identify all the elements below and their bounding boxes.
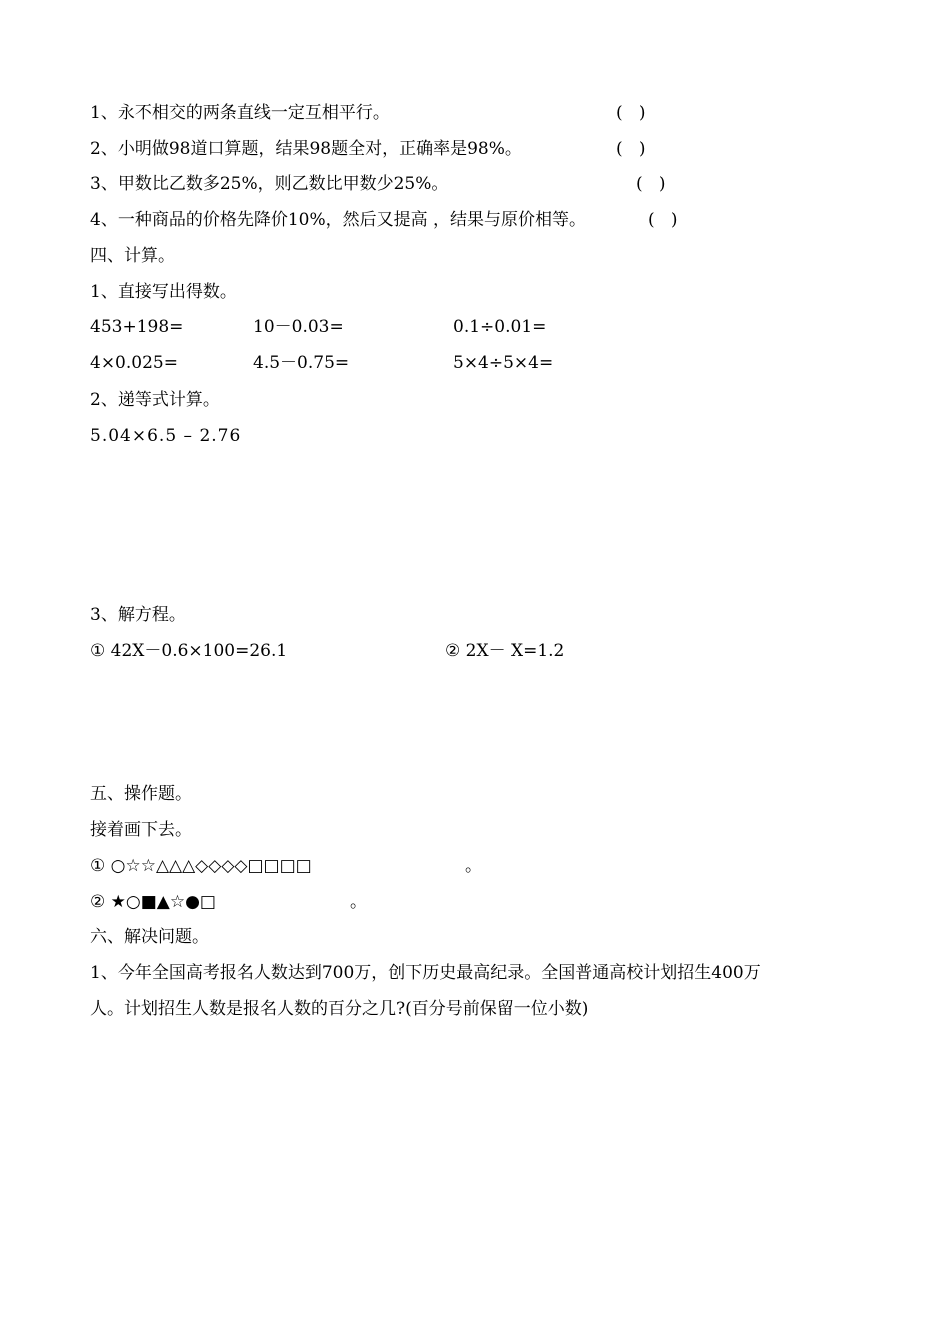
calc-item-3: 0.1÷0.01= xyxy=(453,317,547,337)
equation-2: ② 2X－ X=1.2 xyxy=(445,641,565,661)
answer-bracket-3[interactable]: ( ) xyxy=(636,174,666,194)
calc-item-2: 10－0.03= xyxy=(253,317,344,337)
calc-item-6: 5×4÷5×4= xyxy=(453,353,554,373)
equation-1: ① 42X－0.6×100=26.1 xyxy=(90,641,288,661)
judgement-item-2: 2、小明做98道口算题，结果98题全对，正确率是98%。 xyxy=(90,139,522,159)
calc-item-5: 4.5－0.75= xyxy=(253,353,350,373)
answer-bracket-2[interactable]: ( ) xyxy=(616,139,646,159)
answer-bracket-1[interactable]: ( ) xyxy=(616,103,646,123)
judgement-item-3: 3、甲数比乙数多25%，则乙数比甲数少25%。 xyxy=(90,174,449,194)
section-5-title: 五、操作题。 xyxy=(90,784,192,804)
answer-bracket-4[interactable]: ( ) xyxy=(648,210,678,230)
problem-1-line-1: 1、今年全国高考报名人数达到700万，创下历史最高纪录。全国普通高校计划招生400万 xyxy=(90,963,761,983)
shape-sequence-2: ② ★○■▲☆●□ xyxy=(90,892,216,912)
calc-item-4: 4×0.025= xyxy=(90,353,178,373)
section-6-title: 六、解决问题。 xyxy=(90,927,209,947)
stepwise-expression: 5.04×6.5 – 2.76 xyxy=(90,426,242,446)
direct-calc-title: 1、直接写出得数。 xyxy=(90,282,237,302)
judgement-item-1: 1、永不相交的两条直线一定互相平行。 xyxy=(90,103,390,123)
shape-sequence-1: ① ○☆☆△△△◇◇◇◇□□□□ xyxy=(90,856,312,876)
section-4-title: 四、计算。 xyxy=(90,246,175,266)
stepwise-calc-title: 2、递等式计算。 xyxy=(90,390,220,410)
judgement-item-4: 4、一种商品的价格先降价10%，然后又提高 ，结果与原价相等。 xyxy=(90,210,587,230)
draw-instruction: 接着画下去。 xyxy=(90,820,192,840)
shape-sequence-2-end: 。 xyxy=(350,892,367,912)
shape-sequence-1-end: 。 xyxy=(465,856,482,876)
calc-item-1: 453+198= xyxy=(90,317,184,337)
equation-title: 3、解方程。 xyxy=(90,605,186,625)
problem-1-line-2: 人。计划招生人数是报名人数的百分之几?(百分号前保留一位小数) xyxy=(90,999,589,1019)
